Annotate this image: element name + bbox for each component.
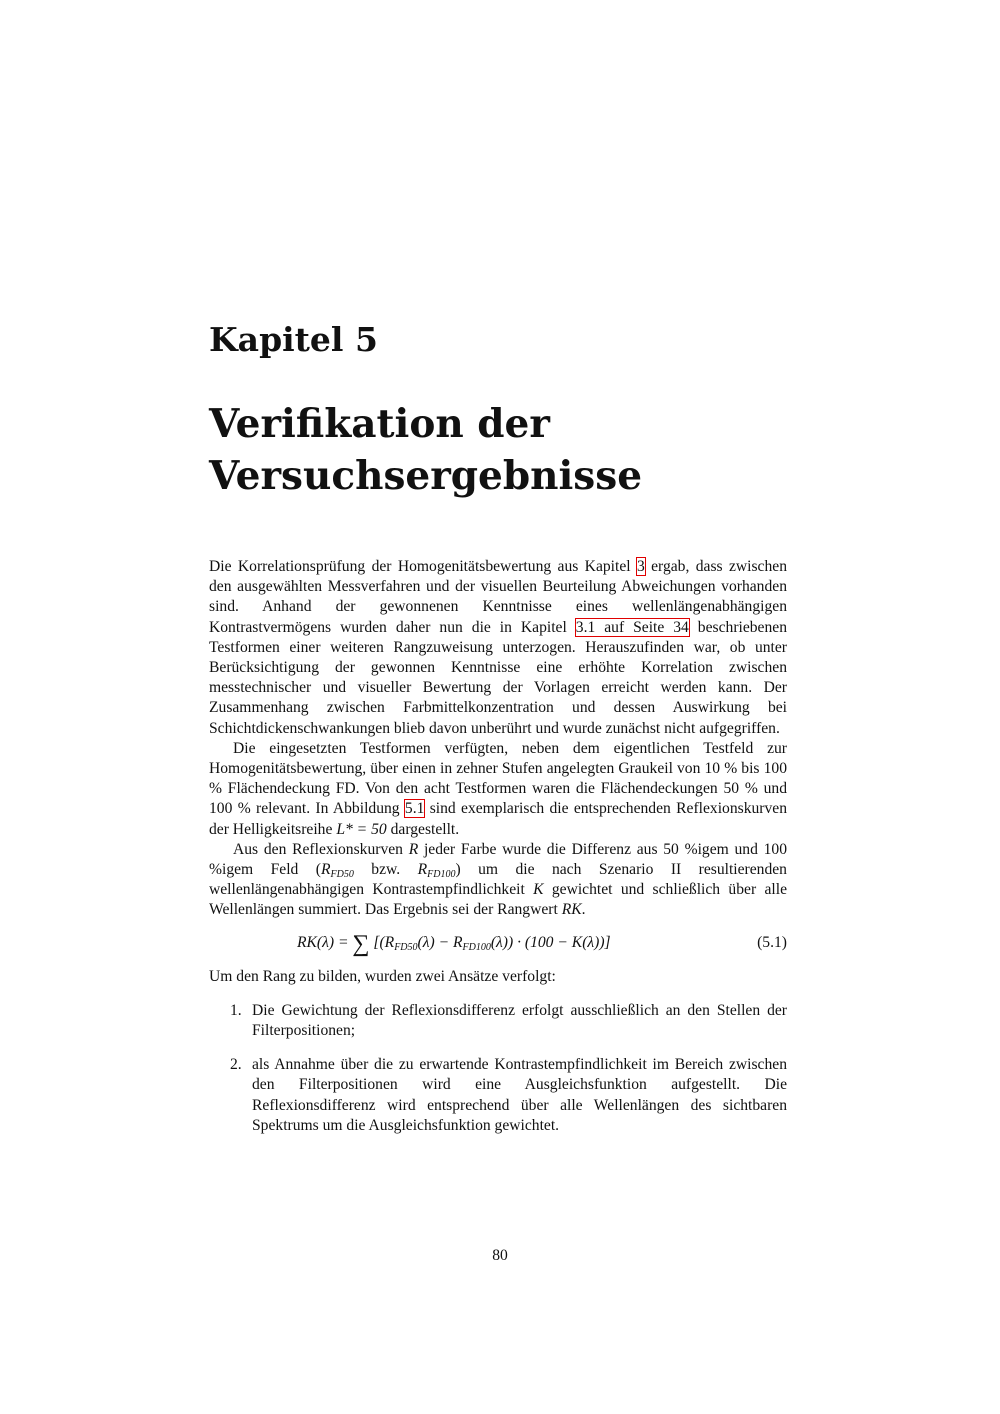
chapter-title: [209, 398, 809, 502]
paragraph-1: Die Korrelationsprüfung der Homogenitätsbewertung aus Kapitel 3 ergab, dass zwischen den ausgewählten Messverfahren und der visuellen Beurteilung Abweichungen vorhanden sind. Anhand der gewonnenen Kenntnisse eines wellenlängenabhängigen Kontrastvermögens wurden daher nun die in Kapitel 3.1 auf Seite 34 beschriebenen Testformen einer weiteren Rangzuweisung unterzogen. Herauszufinden war, ob unter Berücksichtigung der gewonnen Kenntnisse eine erhöhte Korrelation zwischen messtechnischer und visueller Bewertung der Vorlagen erreicht werden kann. Der Zusammenhang zwischen Farbmittelkonzentration und dessen Auswirkung bei Schichtdickenschwankungen blieb davon unberührt und wurde zunächst nicht aufgegriffen.: [209, 558, 787, 737]
chapter-title-line2: Versuchsergebnisse: [209, 453, 643, 499]
inline-math-lstar: L* = 50: [336, 820, 387, 838]
paragraph-2: Die eingesetzten Testformen verfügten, neben dem eigentlichen Testfeld zur Homogenitätsbewertung, über einen in zehner Stufen angelegten Graukeil von 10 % bis 100 % Flächendeckung FD. Von den acht Testformen waren die Flächendeckungen 50 % und 100 % relevant. In Abbildung 5.1 sind exemplarisch die entsprechenden Reflexionskurven der Helligkeitsreihe L* = 50 dargestellt.: [209, 739, 787, 838]
list-item-text: Die Gewichtung der Reflexionsdifferenz erfolgt ausschließlich an den Stellen der Filterpositionen;: [252, 1001, 787, 1040]
list-item-text: als Annahme über die zu erwartende Kontrastempfindlichkeit im Bereich zwischen den Filterpositionen wird eine Ausgleichsfunktion aufgestellt. Die Reflexionsdifferenz wird entsprechend über alle Wellenlängen des sichtbaren Spektrums um die Ausgleichsfunktion gewichtet.: [252, 1056, 787, 1134]
chapter-3-link[interactable]: 3: [636, 558, 645, 575]
sum-symbol: ∑: [352, 930, 370, 957]
equation-number: (5.1): [757, 933, 787, 951]
list-item-number: 1.: [230, 1001, 242, 1019]
equation-5-1: [209, 921, 787, 967]
page-number: 80: [492, 1247, 508, 1264]
approach-list: [209, 1001, 787, 1136]
paragraph-3: Aus den Reflexionskurven R jeder Farbe wurde die Differenz aus 50 %igem und 100 %igem Feld ($R_{FD50}$ bzw. $R_{FD100}$) um die nach Szenario II resultierenden wellenlängenabhängigen Kontrastempfindlichkeit K gewichtet und schließlich über alle Wellenlängen summiert. Das Ergebnis sei der Rangwert RK.: [209, 840, 787, 919]
chapter-3-1-page-34-link[interactable]: 3.1 auf Seite 34: [575, 618, 689, 636]
list-item: [209, 1055, 787, 1136]
equation-body: RK(λ) = ∑ $[(R_{FD50}(\lambda) - R_{FD100}(\lambda)) \cdot (100 - K(\lambda))]$: [297, 930, 611, 957]
paragraph-4: Um den Rang zu bilden, wurden zwei Ansätze verfolgt:: [209, 967, 556, 985]
chapter-title-line1: Verifikation der: [209, 401, 550, 447]
list-item: [209, 1001, 787, 1041]
list-item-number: 2.: [230, 1056, 242, 1074]
figure-5-1-link[interactable]: 5.1: [404, 800, 425, 818]
body-text: [209, 557, 787, 1150]
chapter-label: Kapitel 5: [209, 320, 378, 359]
